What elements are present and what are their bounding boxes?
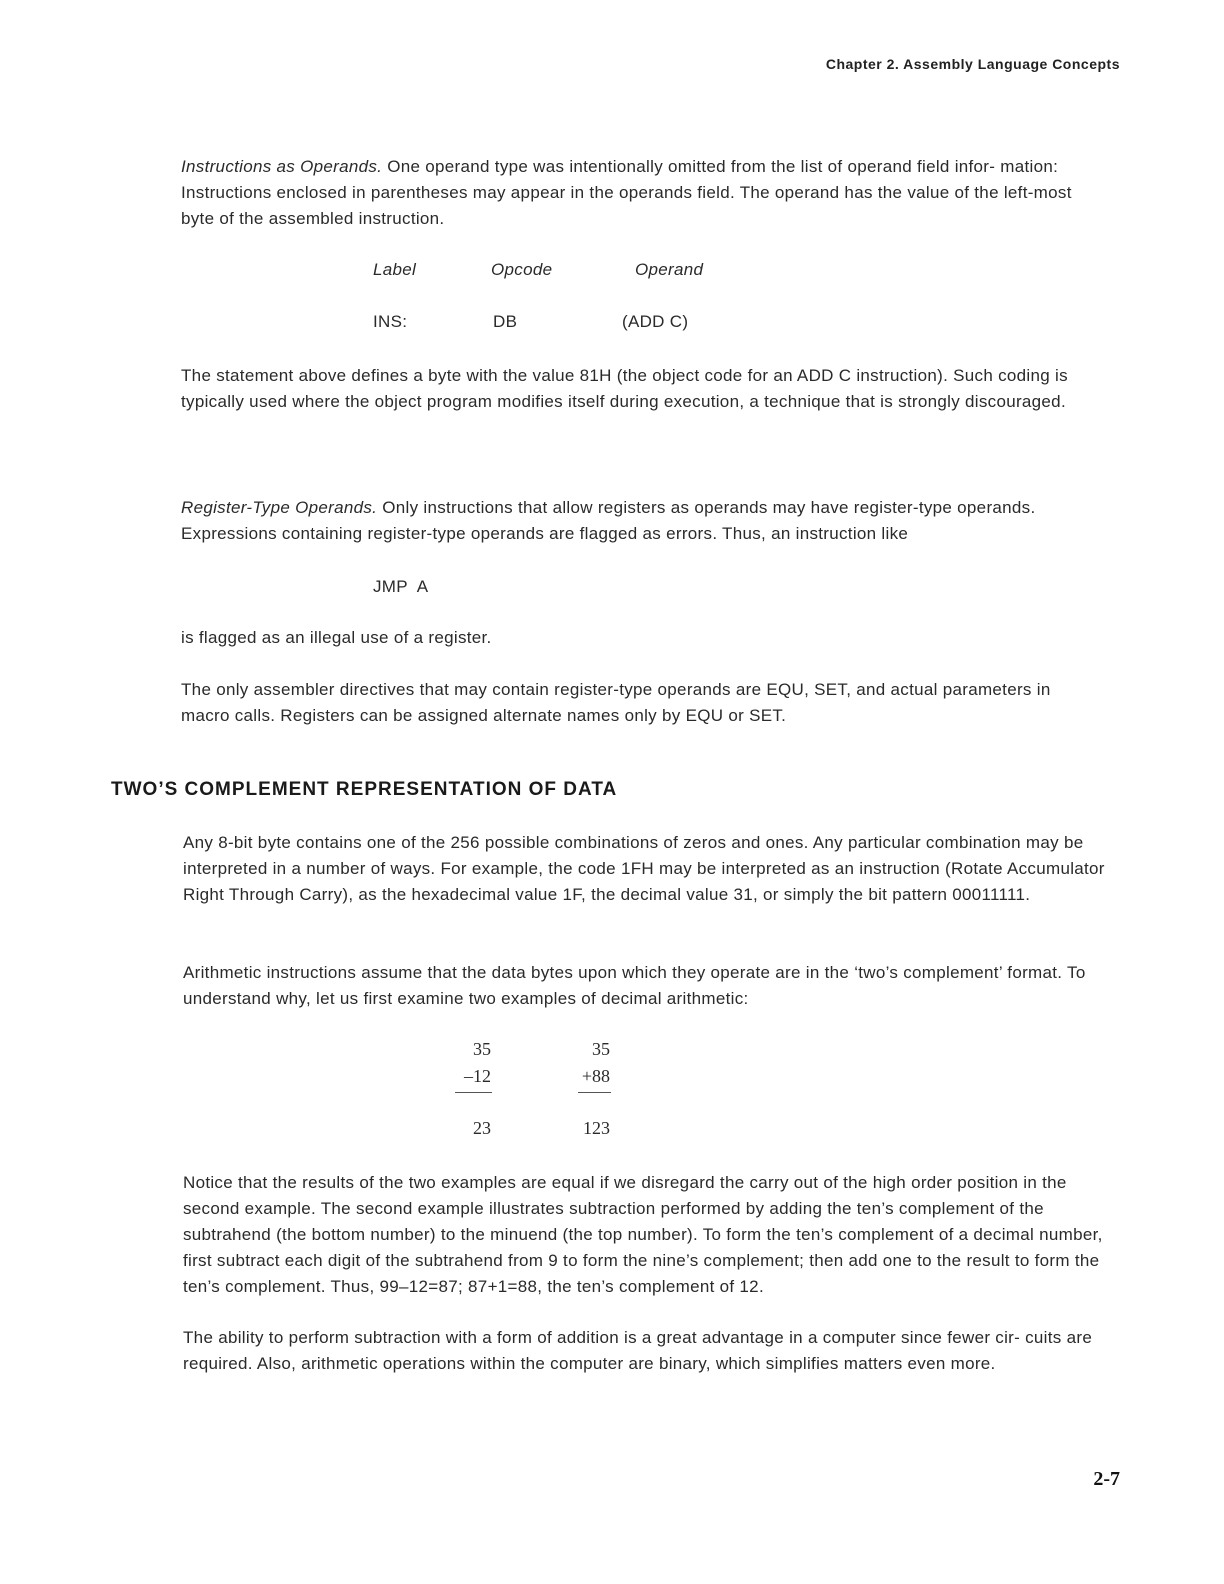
jmp-example: JMP A [373,577,429,596]
left-result: 23 [473,1118,491,1138]
example-table-row [0,312,1224,338]
ability-paragraph: The ability to perform subtraction with a form of addition is a great advantage in a computer since fewer cir- cuits are required. Also, arithmetic operations within the computer are binary, which simplifies matters even more. [183,1328,1093,1373]
instructions-operands-lead: Instructions as Operands. [181,157,383,176]
label-column-header: Label [373,260,417,279]
left-subtrahend: –12 [464,1066,491,1086]
right-minuend: 35 [592,1039,610,1059]
opcode-column-header: Opcode [491,260,553,279]
register-operands-text: Only instructions that allow registers as operands may have register-type operands. Expressions containing register-type operands are flagged as errors. Thus, an instruction like [181,498,1036,543]
running-header: Chapter 2. Assembly Language Concepts [825,56,1120,72]
operand-cell: (ADD C) [622,312,689,331]
label-cell: INS: [373,312,408,331]
left-sum-rule [455,1092,492,1093]
section-title: TWO’S COMPLEMENT REPRESENTATION OF DATA [111,779,618,800]
left-minuend: 35 [473,1039,491,1059]
opcode-cell: DB [493,312,518,331]
page-number: 2-7 [1093,1468,1120,1490]
directives-paragraph: The only assembler directives that may contain register-type operands are EQU, SET, and actual parameters in macro calls. Registers can be assigned alternate names only by EQU or SET. [181,680,1051,725]
flagged-paragraph: is flagged as an illegal use of a register. [181,628,492,647]
register-operands-paragraph [181,495,1081,547]
instructions-operands-paragraph [181,154,1086,232]
operand-column-header: Operand [635,260,704,279]
byte-paragraph: Any 8-bit byte contains one of the 256 possible combinations of zeros and ones. Any particular combination may be interpreted in a number of ways. For example, the code 1FH may be interpreted as an instruction (Rotate Accumulator Right Through Carry), as the hexadecimal value 1F, the decimal value 31, or simply the bit pattern 00011111. [183,833,1105,904]
instructions-operands-text: One operand type was intentionally omitted from the list of operand field infor- mation: Instructions enclosed in parentheses may appear in the operands field. The operand has the value of the left-most byte of the assembled instruction. [181,157,1072,228]
statement-paragraph: The statement above defines a byte with the value 81H (the object code for an ADD C instruction). Such coding is typically used where the object program modifies itself during execution, a technique that is strongly discouraged. [181,366,1068,411]
right-sum-rule [578,1092,611,1093]
right-result: 123 [583,1118,610,1138]
right-addend: +88 [581,1066,610,1086]
notice-paragraph: Notice that the results of the two examples are equal if we disregard the carry out of the high order position in the second example. The second example illustrates subtraction performed by adding the ten’s complement of the subtrahend (the bottom number) to the minuend (the top number). To form the ten’s complement of a decimal number, first subtract each digit of the subtrahend from 9 to form the nine’s complement; then add one to the result to form the ten’s complement. Thus, 99–12=87; 87+1=88, the ten’s complement of 12. [183,1173,1103,1296]
register-operands-lead: Register-Type Operands. [181,498,378,517]
arithmetic-intro-paragraph: Arithmetic instructions assume that the data bytes upon which they operate are in the ‘two’s complement’ format. To understand why, let us first examine two examples of decimal arithmetic: [183,963,1086,1008]
example-table-header [0,260,1224,286]
